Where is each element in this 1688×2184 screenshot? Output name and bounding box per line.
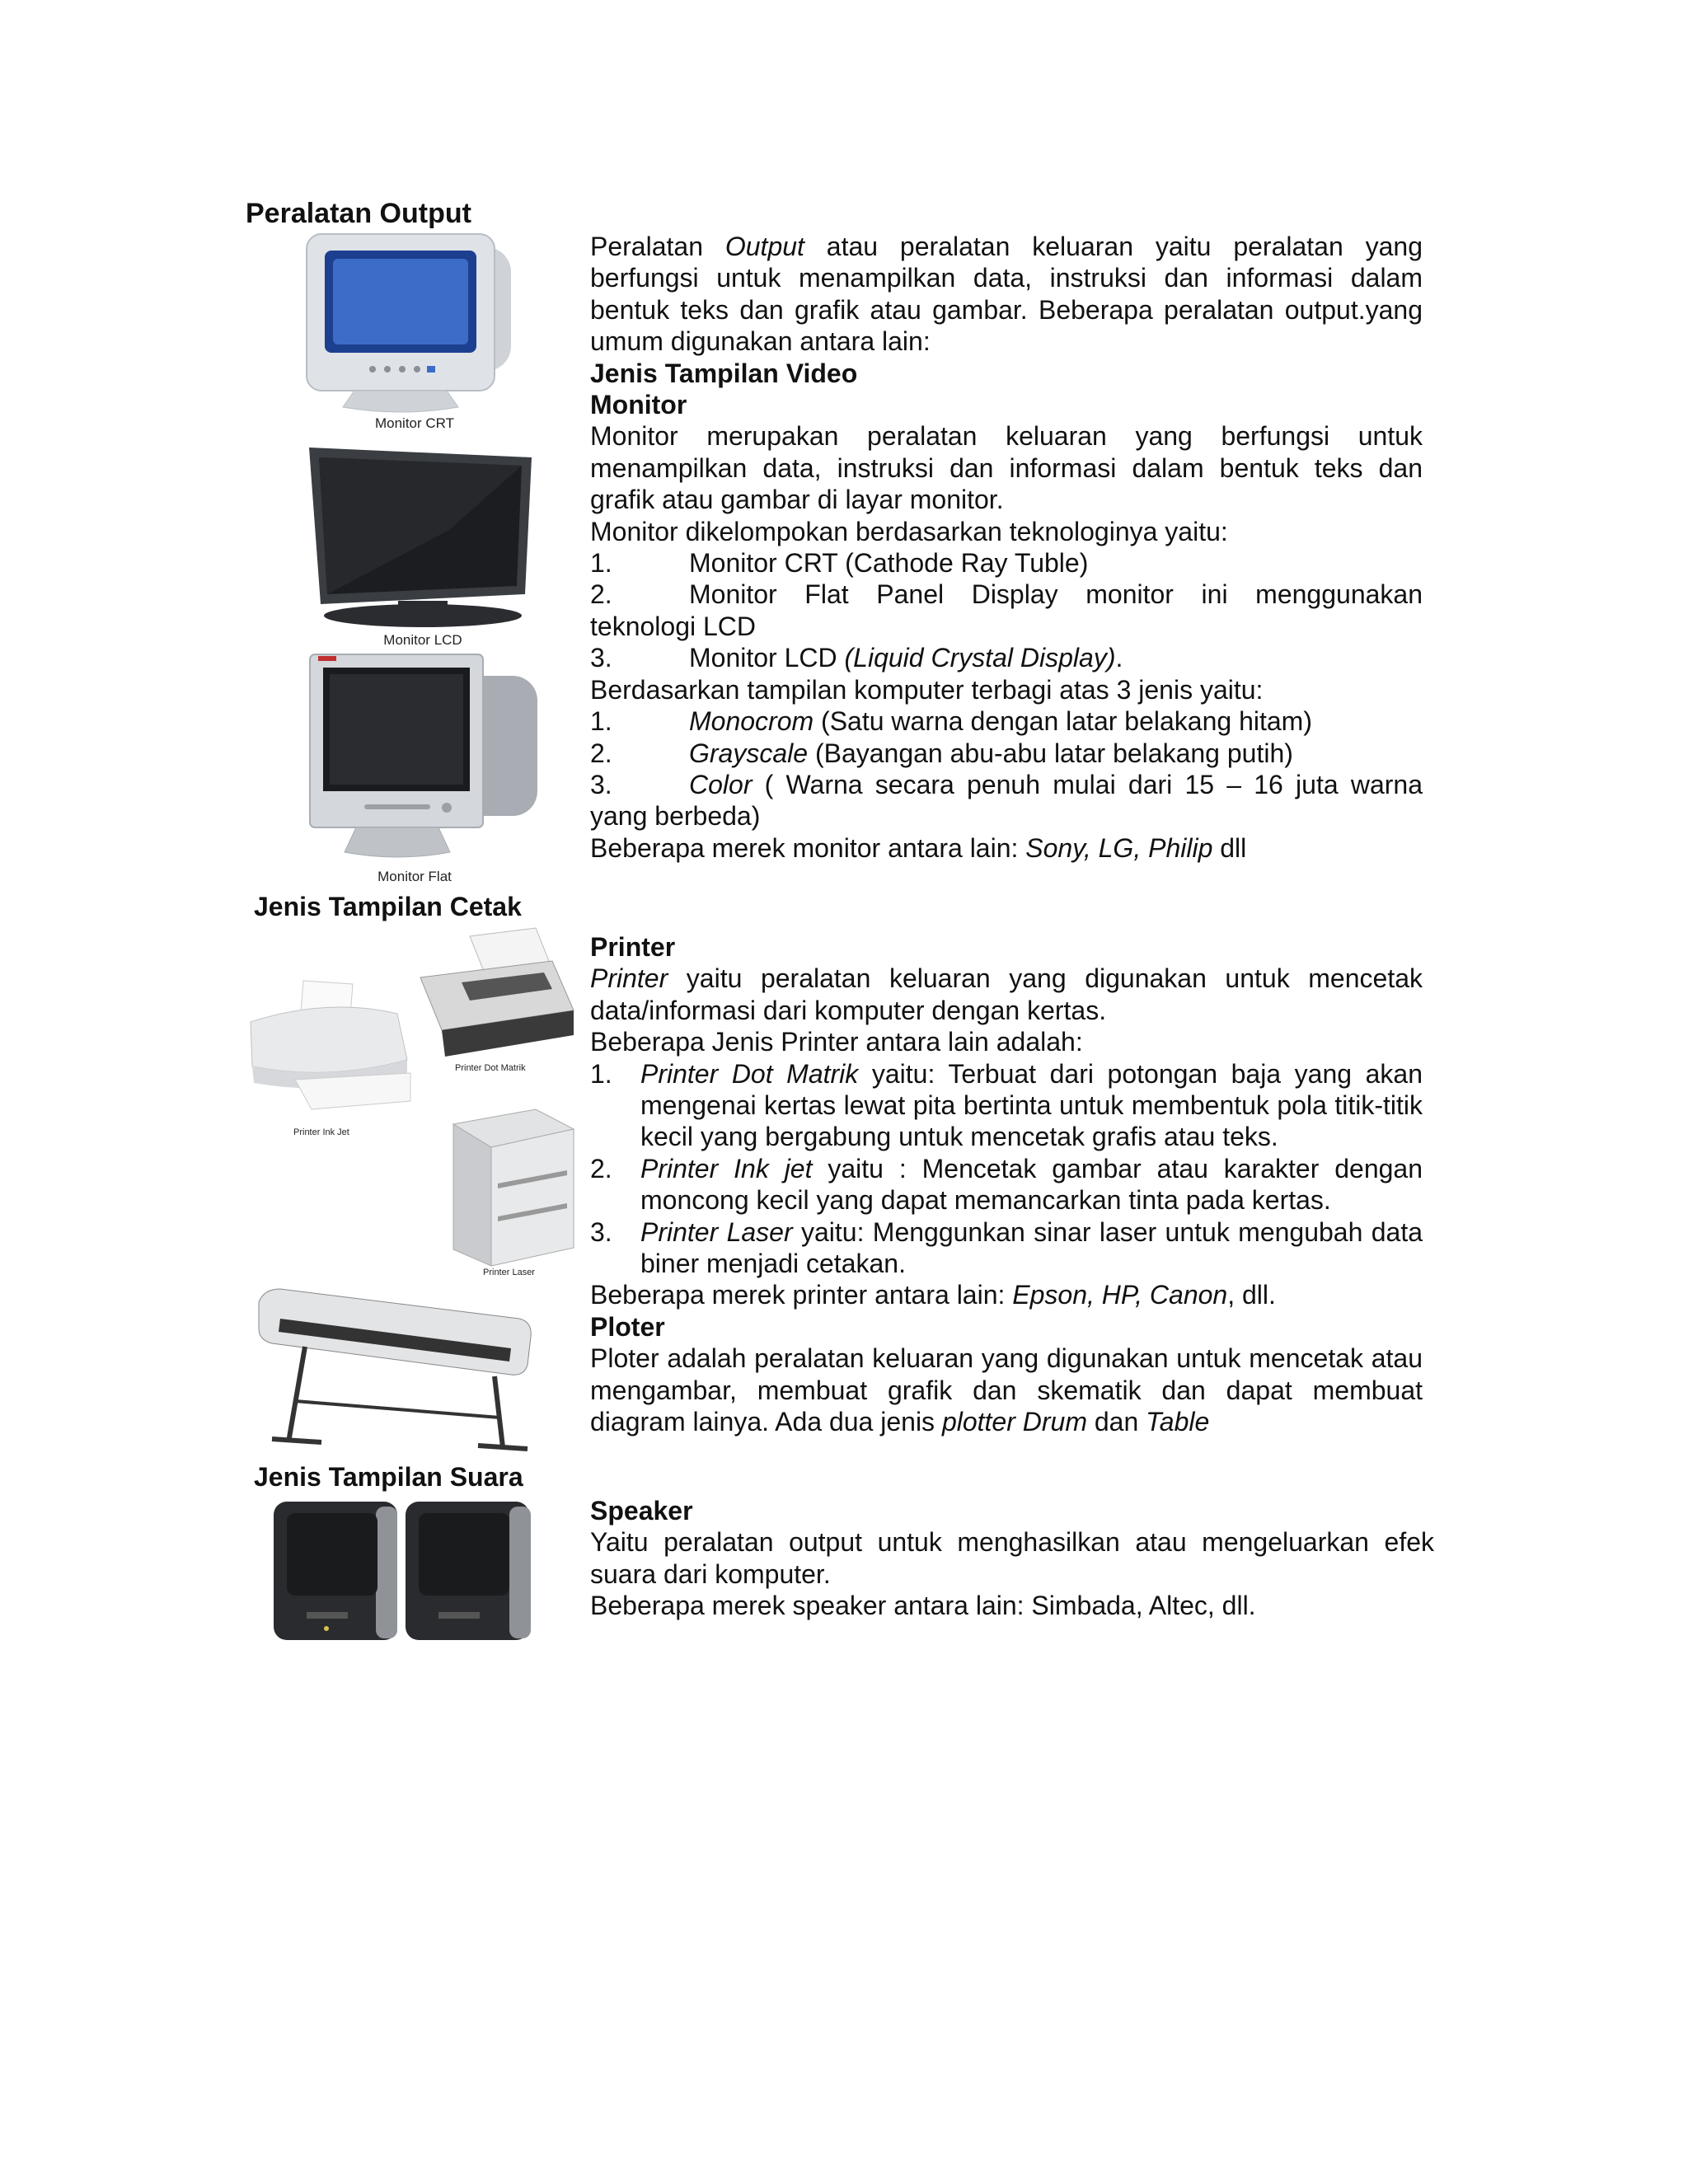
heading-jenis-tampilan-suara: Jenis Tampilan Suara xyxy=(254,1462,523,1492)
printer-type-item: 2. Printer Ink jet yaitu : Mencetak gambar atau karakter dengan moncong kecil yang dapat memancarkan tinta pada kertas. xyxy=(590,1153,1423,1216)
speakers-image xyxy=(274,1498,556,1643)
intro-paragraph: Peralatan Output atau peralatan keluaran yaitu peralatan yang berfungsi untuk menampilkan data, instruksi dan informasi dalam bentuk teks dan grafik atau gambar. Beberapa peralatan output.yang umum digunakan antara lain: xyxy=(590,232,1423,357)
printer-type-item: 3. Printer Laser yaitu: Menggunkan sinar laser untuk mengubah data biner menjadi cetakan. xyxy=(590,1216,1423,1279)
caption-monitor-flat: Monitor Flat xyxy=(377,869,452,884)
printer-brands: Beberapa merek printer antara lain: Epson, HP, Canon, dll. xyxy=(590,1280,1276,1310)
ploter-description: Ploter adalah peralatan keluaran yang digunakan untuk mencetak atau mengambar, membuat grafik dan skematik dan dapat membuat diagram lainya. Ada dua jenis plotter Drum dan Table xyxy=(590,1343,1423,1437)
printer-inkjet-image xyxy=(246,981,419,1113)
heading-ploter: Ploter xyxy=(590,1311,665,1342)
heading-jenis-tampilan-cetak: Jenis Tampilan Cetak xyxy=(254,892,522,921)
caption-printer-inkjet: Printer Ink Jet xyxy=(293,1127,349,1137)
display-type-item: 3. Color ( Warna secara penuh mulai dari 15 – 16 juta warna xyxy=(590,769,1423,799)
speaker-description: Yaitu peralatan output untuk menghasilkan atau mengeluarkan efek suara dari komputer. xyxy=(590,1527,1434,1589)
printer-types-intro: Beberapa Jenis Printer antara lain adalah: xyxy=(590,1027,1083,1057)
monitor-tech-item-continuation: teknologi LCD xyxy=(590,611,756,641)
right-column-top xyxy=(590,231,1423,864)
right-column-speaker xyxy=(590,1495,1434,1622)
display-type-item-continuation: yang berbeda) xyxy=(590,801,761,832)
right-column-printer xyxy=(590,931,1423,1438)
printer-dot-matrik-image xyxy=(412,928,577,1068)
heading-printer: Printer xyxy=(590,932,676,962)
monitor-crt-image xyxy=(297,231,528,416)
speaker-brands: Beberapa merek speaker antara lain: Simbada, Altec, dll. xyxy=(590,1591,1256,1621)
monitor-group-intro: Monitor dikelompokan berdasarkan teknologinya yaitu: xyxy=(590,516,1228,546)
monitor-tech-item: 2. Monitor Flat Panel Display monitor ini menggunakan xyxy=(590,579,1423,610)
monitor-tech-item: 3. Monitor LCD (Liquid Crystal Display). xyxy=(590,643,1123,673)
caption-printer-dot-matrik: Printer Dot Matrik xyxy=(455,1063,526,1073)
display-type-item: 1. Monocrom (Satu warna dengan latar belakang hitam) xyxy=(590,706,1312,737)
caption-printer-laser: Printer Laser xyxy=(483,1268,535,1277)
caption-monitor-lcd: Monitor LCD xyxy=(383,632,462,648)
heading-speaker: Speaker xyxy=(590,1496,693,1526)
display-types-intro: Berdasarkan tampilan komputer terbagi atas 3 jenis yaitu: xyxy=(590,674,1264,705)
monitor-brands: Beberapa merek monitor antara lain: Sony, LG, Philip dll xyxy=(590,832,1247,863)
caption-monitor-crt: Monitor CRT xyxy=(374,415,455,431)
monitor-tech-item: 1. Monitor CRT (Cathode Ray Tuble) xyxy=(590,548,1089,579)
display-type-item: 2. Grayscale (Bayangan abu-abu latar belakang putih) xyxy=(590,738,1293,768)
monitor-flat-image xyxy=(307,651,554,867)
heading-jenis-tampilan-video: Jenis Tampilan Video xyxy=(590,358,858,388)
page-title: Peralatan Output xyxy=(246,198,471,229)
printer-laser-image xyxy=(445,1109,577,1266)
printer-description: Printer yaitu peralatan keluaran yang digunakan untuk mencetak data/informasi dari komputer dengan kertas. xyxy=(590,963,1423,1025)
printer-type-item: 1. Printer Dot Matrik yaitu: Terbuat dari potongan baja yang akan mengenai kertas lewat pita bertinta untuk membentuk pola titik-titik kecil yang bergabung untuk mencetak grafis atau teks. xyxy=(590,1058,1423,1152)
monitor-description: Monitor merupakan peralatan keluaran yang berfungsi untuk menampilkan data, instruksi dan informasi dalam bentuk teks dan grafik atau gambar di layar monitor. xyxy=(590,421,1423,515)
heading-monitor: Monitor xyxy=(590,390,687,420)
plotter-image xyxy=(256,1286,536,1451)
monitor-lcd-image xyxy=(301,439,540,629)
